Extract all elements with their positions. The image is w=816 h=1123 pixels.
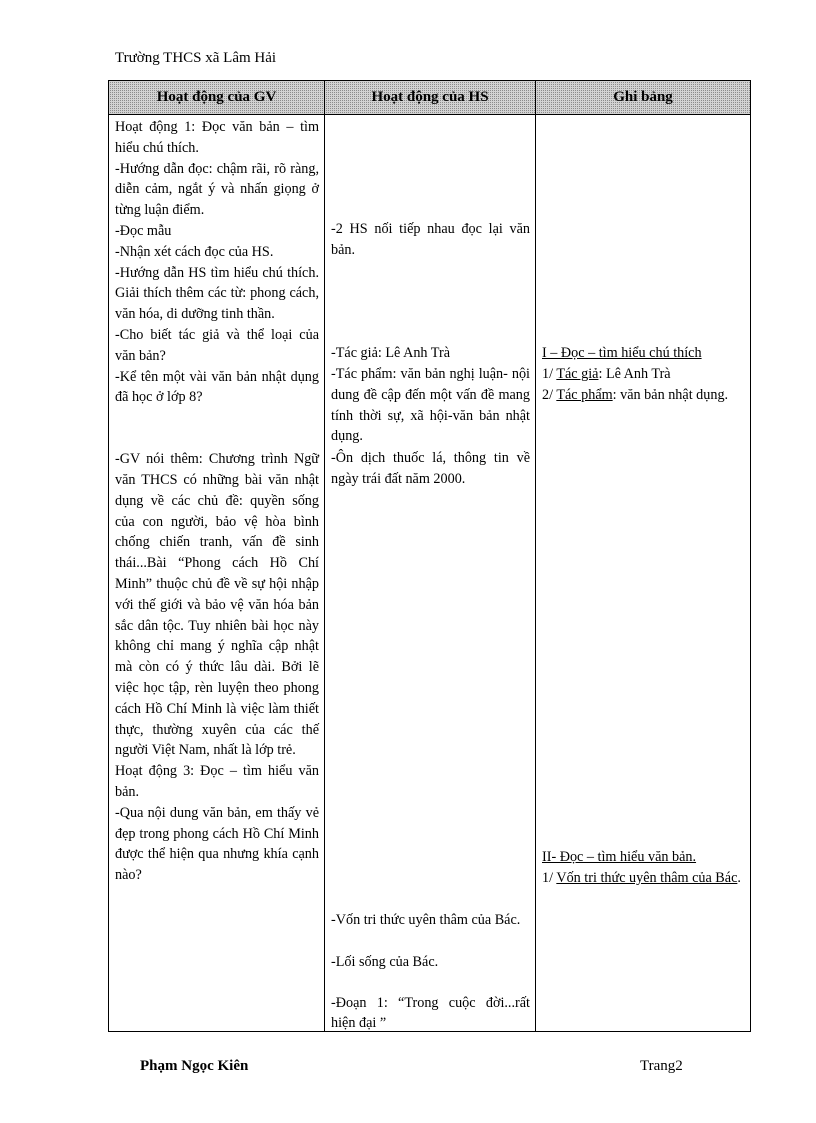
header-student-activity: Hoạt động của HS	[325, 81, 536, 115]
gv-paragraph: -Hướng dẫn HS tìm hiểu chú thích. Giải thích thêm các từ: phong cách, văn hóa, di dưỡng tinh thần.	[115, 264, 319, 323]
teacher-activity-cell	[109, 115, 325, 1032]
hs-examples: -Ôn dịch thuốc lá, thông tin về ngày trái đất năm 2000.	[331, 450, 530, 487]
board-work-label: Tác phẩm	[556, 387, 613, 403]
gv-paragraph: -Hướng dẫn đọc: chậm rãi, rõ ràng, diễn cảm, ngắt ý và nhấn giọng ở từng luận điểm.	[115, 160, 319, 219]
lesson-table	[108, 80, 751, 1032]
gv-paragraph: -Đọc mẫu	[115, 222, 172, 239]
gv-paragraph: -Kể tên một vài văn bản nhật dụng đã học ở lớp 8?	[115, 368, 319, 406]
gv-paragraph: Hoạt động 3: Đọc – tìm hiểu văn bản.	[115, 763, 319, 800]
page-number: Trang2	[640, 1058, 683, 1074]
gv-paragraph: -GV nói thêm: Chương trình Ngữ văn THCS có những bài văn nhật dụng về các chủ đề: quyền sống của con người, bảo vệ hòa bình chống chiến tranh, vấn đề sinh thái...Bài “Phong cách Hồ Chí Minh” thuộc chủ đề về sự hội nhập với thế giới và bảo vệ văn hóa bản sắc dân tộc. Tuy nhiên bài học này không chỉ mang ý nghĩa cập nhật mà còn có ý thức lâu dài. Bởi lẽ việc học tập, rèn luyện theo phong cách Hồ Chí Minh là việc làm thiết thực, thường xuyên của các thế người Việt Nam, nhất là lớp trẻ.	[115, 451, 319, 759]
board-work-number: 2/	[542, 387, 557, 403]
hs-read-aloud: -2 HS nối tiếp nhau đọc lại văn bản.	[331, 221, 530, 258]
header-teacher-activity: Hoạt động của GV	[109, 81, 325, 115]
hs-genre: -Tác phẩm: văn bản nghị luận- nội dung đề cập đến một vấn đề mang tính thời sự, xã hội-văn bản nhật dụng.	[331, 366, 530, 445]
board-author-value: : Lê Anh Trà	[598, 366, 671, 382]
board-work-value: : văn bản nhật dụng.	[612, 387, 729, 403]
board-section-2-title: II- Đọc – tìm hiểu văn bản.	[542, 849, 697, 865]
table-row	[109, 115, 751, 1032]
table-header-row	[109, 81, 751, 115]
board-author	[542, 364, 745, 385]
board-author-number: 1/	[542, 366, 557, 382]
student-activity-cell	[325, 115, 536, 1032]
hs-author: -Tác giả: Lê Anh Trà	[331, 345, 450, 361]
hs-lifestyle: -Lối sống của Bác.	[331, 954, 439, 970]
board-point-1-label: Vốn tri thức uyên thâm của Bác	[556, 870, 738, 886]
board-work	[542, 385, 745, 406]
gv-paragraph: -Qua nội dung văn bản, em thấy vẻ đẹp trong phong cách Hồ Chí Minh được thể hiện qua nhưng khía cạnh nào?	[115, 804, 319, 884]
gv-paragraph: Hoạt động 1: Đọc văn bản – tìm hiểu chú thích.	[115, 119, 319, 156]
header-board-notes: Ghi bảng	[536, 81, 751, 115]
hs-quote: -Đoạn 1: “Trong cuộc đời...rất hiện đại ”	[331, 995, 530, 1031]
gv-paragraph: -Nhận xét cách đọc của HS.	[115, 243, 274, 260]
board-point-1-suffix: .	[737, 870, 741, 886]
board-section-1-title: I – Đọc – tìm hiểu chú thích	[542, 345, 702, 361]
board-point-1-number: 1/	[542, 870, 557, 886]
board-point-1	[542, 868, 745, 889]
teacher-name: Phạm Ngọc Kiên	[140, 1058, 249, 1074]
board-author-label: Tác giả	[556, 366, 599, 382]
hs-knowledge: -Vốn tri thức uyên thâm của Bác.	[331, 912, 521, 928]
school-name: Trường THCS xã Lâm Hải	[115, 50, 277, 66]
gv-paragraph: -Cho biết tác giả và thể loại của văn bản?	[115, 326, 319, 364]
board-notes-cell	[536, 115, 751, 1032]
